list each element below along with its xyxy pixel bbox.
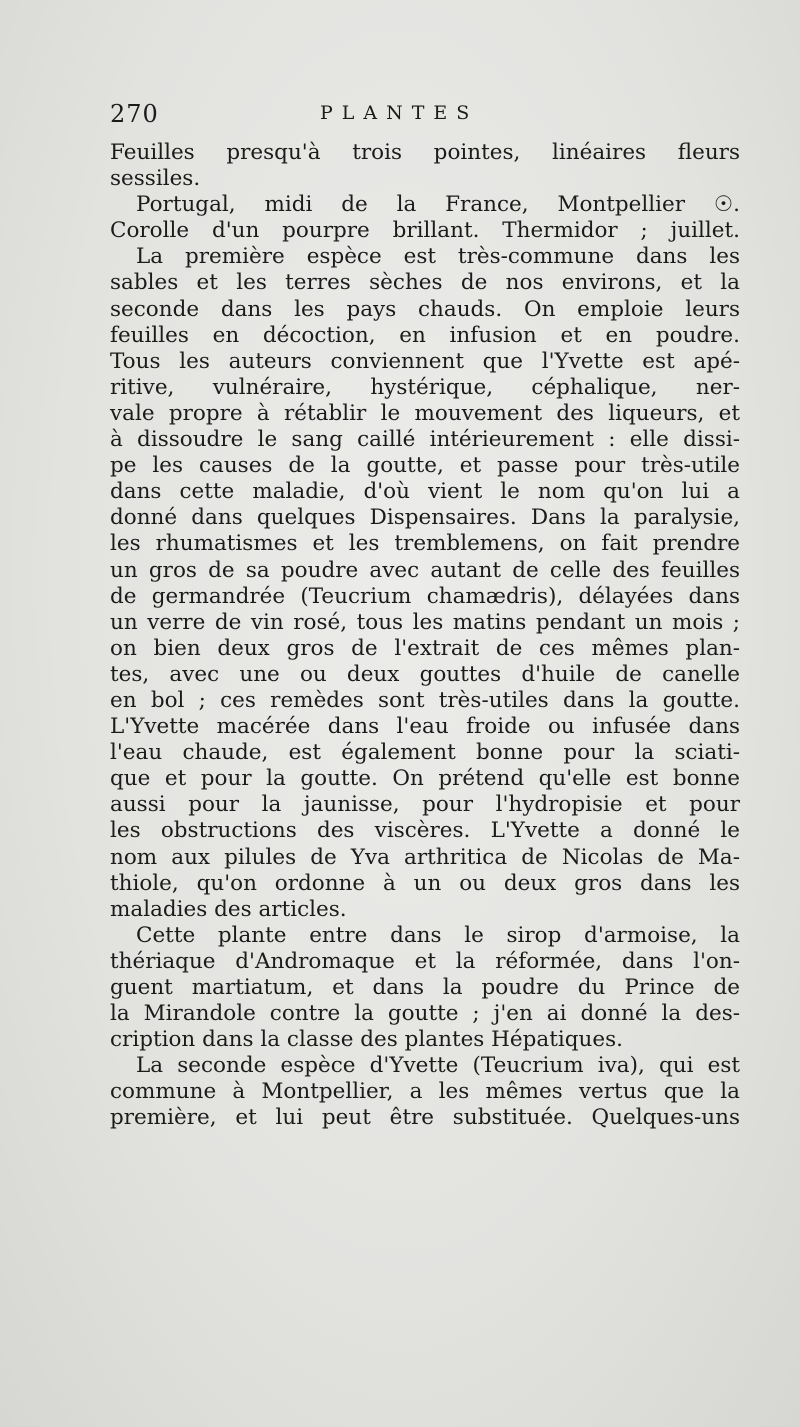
text-line: seconde dans les pays chauds. On emploie leurs	[110, 296, 740, 322]
text-line: thériaque d'Andromaque et la réformée, dans l'on-	[110, 948, 740, 974]
text-line: commune à Montpellier, a les mêmes vertus que la	[110, 1079, 740, 1105]
text-line: ritive, vulnéraire, hystérique, céphalique, ner-	[110, 374, 740, 400]
text-line: Tous les auteurs conviennent que l'Yvette est apé-	[110, 348, 740, 374]
text-line: que et pour la goutte. On prétend qu'elle est bonne	[110, 766, 740, 792]
text-line: L'Yvette macérée dans l'eau froide ou infusée dans	[110, 714, 740, 740]
text-line: donné dans quelques Dispensaires. Dans la paralysie,	[110, 505, 740, 531]
text-line: en bol ; ces remèdes sont très-utiles dans la goutte.	[110, 687, 740, 713]
text-line: un verre de vin rosé, tous les matins pendant un mois ;	[110, 609, 740, 635]
text-line: un gros de sa poudre avec autant de celle des feuilles	[110, 557, 740, 583]
running-head: PLANTES	[320, 102, 479, 124]
text-line: La première espèce est très-commune dans les	[136, 244, 740, 270]
text-line: cription dans la classe des plantes Hépatiques.	[110, 1027, 623, 1053]
text-line: les obstructions des viscères. L'Yvette a donné le	[110, 818, 740, 844]
text-line: nom aux pilules de Yva arthritica de Nicolas de Ma-	[110, 844, 740, 870]
text-line: l'eau chaude, est également bonne pour la sciati-	[110, 740, 740, 766]
text-line: Feuilles presqu'à trois pointes, linéaires fleurs	[110, 140, 740, 165]
text-line: guent martiatum, et dans la poudre du Prince de	[110, 975, 740, 1000]
text-line: aussi pour la jaunisse, pour l'hydropisie et pour	[110, 792, 740, 818]
text-line: sables et les terres sèches de nos environs, et la	[110, 270, 740, 296]
text-line: à dissoudre le sang caillé intérieurement : elle dissi-	[110, 427, 740, 453]
text-line: feuilles en décoction, en infusion et en poudre.	[110, 322, 740, 348]
text-line: la Mirandole contre la goutte ; j'en ai donné la des-	[110, 1001, 740, 1027]
body-text	[110, 140, 740, 1132]
text-line: première, et lui peut être substituée. Quelques-uns	[110, 1105, 740, 1131]
text-line: tes, avec une ou deux gouttes d'huile de canelle	[110, 661, 740, 687]
text-line: Cette plante entre dans le sirop d'armoise, la	[136, 922, 740, 948]
text-line: thiole, qu'on ordonne à un ou deux gros dans les	[110, 870, 740, 896]
text-line: sessiles.	[110, 166, 201, 192]
text-line: les rhumatismes et les tremblemens, on fait prendre	[110, 531, 740, 557]
text-line: vale propre à rétablir le mouvement des liqueurs, et	[110, 400, 740, 426]
page-header	[110, 100, 750, 130]
text-line: pe les causes de la goutte, et passe pour très-utile	[110, 453, 740, 479]
text-line: maladies des articles.	[110, 896, 347, 922]
text-line: Portugal, midi de la France, Montpellier ☉.	[136, 192, 740, 218]
text-line: on bien deux gros de l'extrait de ces mêmes plan-	[110, 635, 740, 661]
text-line: dans cette maladie, d'où vient le nom qu'on lui a	[110, 479, 740, 505]
text-line: Corolle d'un pourpre brillant. Thermidor ; juillet.	[110, 218, 740, 244]
text-line: La seconde espèce d'Yvette (Teucrium iva), qui est	[136, 1053, 740, 1079]
page-number: 270	[110, 100, 159, 128]
text-line: de germandrée (Teucrium chamædris), délayées dans	[110, 583, 740, 609]
